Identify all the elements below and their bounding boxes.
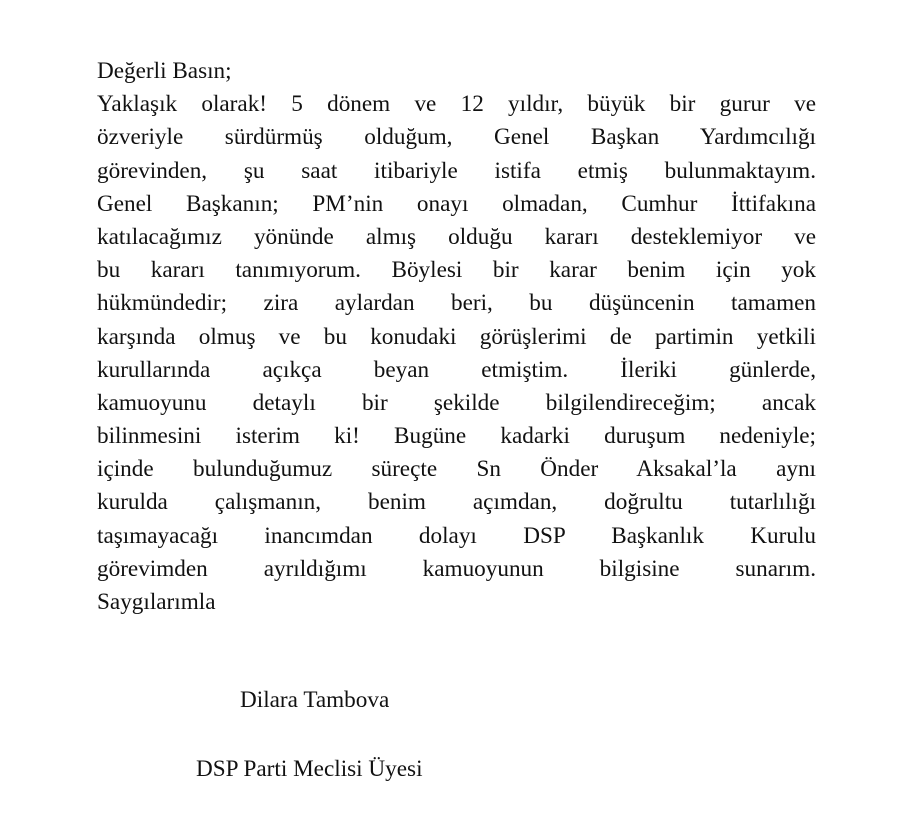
letter-line: kamuoyunu detaylı bir şekilde bilgilendireceğim; ancak <box>97 389 816 416</box>
letter-line: bilinmesini isterim ki! Bugüne kadarki duruşum nedeniyle; <box>97 423 816 450</box>
letter-line: taşımayacağı inancımdan dolayı DSP Başkanlık Kurulu <box>97 522 816 549</box>
signature-title: DSP Parti Meclisi Üyesi <box>196 756 423 782</box>
letter-closing: Saygılarımla <box>97 589 216 615</box>
letter-line: görevinden, şu saat itibariyle istifa etmiş bulunmaktayım. <box>97 157 816 184</box>
letter-line: kurulda çalışmanın, benim açımdan, doğrultu tutarlılığı <box>97 489 816 516</box>
letter-line: kurullarında açıkça beyan etmiştim. İleriki günlerde, <box>97 356 816 383</box>
letter-line: katılacağımız yönünde almış olduğu kararı desteklemiyor ve <box>97 223 816 250</box>
letter-greeting: Değerli Basın; <box>97 58 232 84</box>
letter-line: bu kararı tanımıyorum. Böylesi bir karar benim için yok <box>97 257 816 284</box>
letter-body <box>97 55 816 619</box>
letter-line: içinde bulunduğumuz süreçte Sn Önder Aksakal’la aynı <box>97 456 816 483</box>
letter-line: karşında olmuş ve bu konudaki görüşlerimi de partimin yetkili <box>97 323 816 350</box>
letter-line: hükmündedir; zira aylardan beri, bu düşüncenin tamamen <box>97 290 816 317</box>
letter-line: Yaklaşık olarak! 5 dönem ve 12 yıldır, büyük bir gurur ve <box>97 91 816 118</box>
letter-line: özveriyle sürdürmüş olduğum, Genel Başkan Yardımcılığı <box>97 124 816 151</box>
letter-line: görevimden ayrıldığımı kamuoyunun bilgisine sunarım. <box>97 555 816 582</box>
letter-line: Genel Başkanın; PM’nin onayı olmadan, Cumhur İttifakına <box>97 190 816 217</box>
signature-name: Dilara Tambova <box>240 687 390 713</box>
